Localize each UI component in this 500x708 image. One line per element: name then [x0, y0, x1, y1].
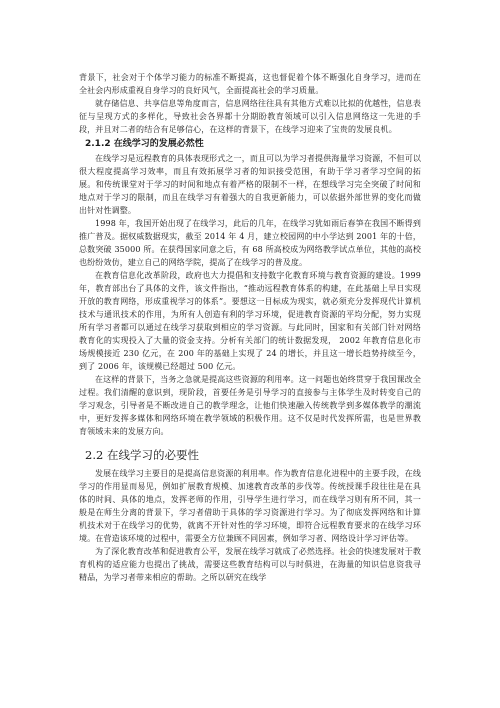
paragraph: 背景下，社会对于个体学习能力的标准不断提高，这也督促着个体不断强化自身学习，进而在全社会内形成重视自身学习的良好风气，全面提高社会的学习质量。: [79, 73, 421, 95]
paragraph: 1998 年，我国开始出现了在线学习，此后的几年，在线学习犹如雨后春笋在我国不断得到推广普及。据权威数据现实，截至 2014 年 4 月，建立校园网的中小学达到 2001 年的十倍，总数突破 35000 所。在获得国家同意之后，有 68 所高校成为网络教学试点单位，其他的高校也纷纷效仿，建立自己的网络学院，提高了在线学习的普及度。: [79, 219, 421, 267]
paragraph: 在这样的背景下，当务之急就是提高这些资源的利用率。这一问题也始终贯穿于我国课改全过程。我们清醒的意识到，现阶段，首要任务是引导学习的直接参与主体学生及时转变自己的学习观念，引导者是不断改进自己的教学理念，让他们快速融入传统教学到多媒体教学的潮流中，更好发挥多媒体和网络环境在教学领域的积极作用。这不仅是时代发挥所需，也是世界教育领域未来的发展方向。: [79, 375, 421, 436]
paragraph: 在教育信息化改革阶段，政府也大力提倡和支持数字化教育环境与教育资源的建设。1999 年，教育部出台了具体的文件，该文件指出，“推动远程教育体系的构建，在此基础上早日实现开放的教育网络，形成重视学习的体系”。要想这一目标成为现实，就必须充分发挥现代计算机技术与通讯技术的作用，为所有人创造有利的学习环境，促进教育资源的平均分配，努力实现所有学习者都可以通过在线学习获取到相应的学习资源。与此同时，国家和有关部门针对网络教育化的实现投入了大量的资金支持。分析有关部门的统计数据发现， 2002 年教育信息化市场规模接近 230 亿元，在 200 年的基础上实现了 24 的增长，并且这一增长趋势持续至今，到了 2006 年，该规模已经超过 500 亿元。: [79, 271, 421, 371]
paragraph: 在线学习是远程教育的具体表现形式之一，而且可以为学习者提供海量学习资源，不但可以很大程度提高学习效率，而且有效拓展学习者的知识接受范围，有助于学习者学习空间的拓展。和传统课堂对于学习的时间和地点有着严格的限制不一样，在想线学习完全突破了时间和地点对于学习的限制，而且在线学习有着强大的自我更新能力，可以依据外部世界的变化而做出针对性调整。: [79, 154, 421, 215]
paragraph: 就存储信息、共享信息等角度而言，信息网络往往具有其他方式难以比拟的优越性，信息表征与呈现方式的多样化，导致社会各界都十分期盼教育领域可以引入信息网络这一先进的手段，并且对二者的结合有足够信心，在这样的背景下，在线学习迎来了宝贵的发展良机。: [79, 99, 421, 134]
subsection-heading: 2.1.2 在线学习的发展必然性: [85, 139, 204, 149]
paragraph: 为了深化教育改革和促进教育公平，发展在线学习就成了必然选择。社会的快速发展对于教育机构的适应能力也提出了挑战，需要这些教育结构可以与时俱进，在海量的知识信息资我寻精品，为学习者带来相应的帮助。之所以研究在线学: [79, 547, 421, 582]
paragraph: 发展在线学习主要目的是提高信息资源的利用率。作为教育信息化进程中的主要手段，在线学习的作用显而易见，例如扩展教育规模、加速教育改革的步伐等。传统授课手段往往是在具体的时间、具体的地点，发挥老师的作用，引导学生进行学习，而在线学习则有所不同，其一般是在师生分离的背景下，学习者借助于具体的学习资源进行学习。为了彻底发挥网络和计算机技术对于在线学习的优势，就离不开针对性的学习环境，即符合远程教育要求的在线学习环境。在营造该环境的过程中，需要全方位兼顾不同因素，例如学习者、网络设计学习评估等。: [79, 469, 421, 543]
section-heading: 2.2 在线学习的必要性: [85, 448, 199, 462]
